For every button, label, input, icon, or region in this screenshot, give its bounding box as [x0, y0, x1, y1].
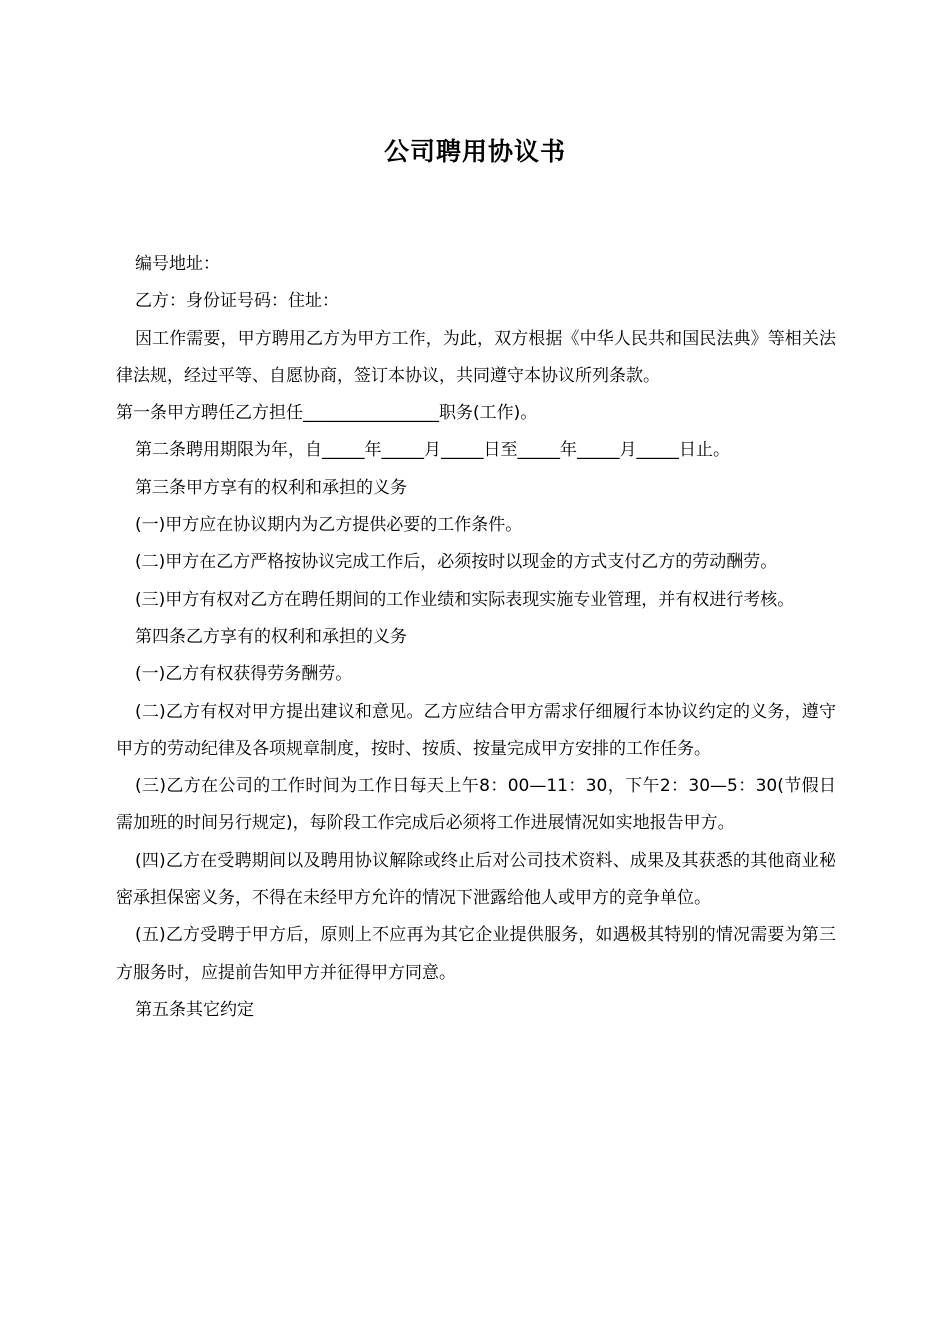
paragraph-article-1: 第一条甲方聘任乙方担任________________职务(工作)。 — [116, 403, 538, 424]
paragraph-article-4-heading: 第四条乙方享有的权利和承担的义务 — [135, 626, 407, 647]
paragraph-article-5-heading: 第五条其它约定 — [135, 999, 254, 1020]
paragraph-party-b-info: 乙方：身份证号码：住址： — [135, 291, 339, 312]
paragraph-article-4-item-3: (三)乙方在公司的工作时间为工作日每天上午8：00—11：30，下午2：30—5：30(节假日需加班的时间另行规定)，每阶段工作完成后必须将工作进展情况如实地报告甲方。 — [116, 776, 836, 834]
paragraph-article-4-item-2: (二)乙方有权对甲方提出建议和意见。乙方应结合甲方需求仔细履行本协议约定的义务，遵守甲方的劳动纪律及各项规章制度，按时、按质、按量完成甲方安排的工作任务。 — [116, 701, 836, 759]
paragraph-preamble: 因工作需要，甲方聘用乙方为甲方工作，为此，双方根据《中华人民共和国民法典》等相关法律法规，经过平等、自愿协商，签订本协议，共同遵守本协议所列条款。 — [116, 328, 836, 386]
paragraph-article-2: 第二条聘用期限为年，自_____年_____月_____日至_____年_____月_____日止。 — [135, 440, 730, 461]
document-title: 公司聘用协议书 — [383, 137, 566, 166]
paragraph-article-3-item-2: (二)甲方在乙方严格按协议完成工作后，必须按时以现金的方式支付乙方的劳动酬劳。 — [135, 552, 778, 573]
paragraph-article-3-item-3: (三)甲方有权对乙方在聘任期间的工作业绩和实际表现实施专业管理，并有权进行考核。 — [135, 589, 795, 610]
paragraph-article-3-heading: 第三条甲方享有的权利和承担的义务 — [135, 477, 407, 498]
paragraph-article-3-item-1: (一)甲方应在协议期内为乙方提供必要的工作条件。 — [135, 515, 523, 536]
paragraph-article-4-item-1: (一)乙方有权获得劳务酬劳。 — [135, 664, 353, 685]
paragraph-serial-address: 编号地址： — [135, 254, 220, 274]
document-body — [116, 246, 836, 1029]
paragraph-article-4-item-5: (五)乙方受聘于甲方后，原则上不应再为其它企业提供服务，如遇极其特别的情况需要为第三方服务时，应提前告知甲方并征得甲方同意。 — [116, 925, 836, 983]
paragraph-article-4-item-4: (四)乙方在受聘期间以及聘用协议解除或终止后对公司技术资料、成果及其获悉的其他商业秘密承担保密义务，不得在未经甲方允许的情况下泄露给他人或甲方的竞争单位。 — [116, 850, 836, 909]
